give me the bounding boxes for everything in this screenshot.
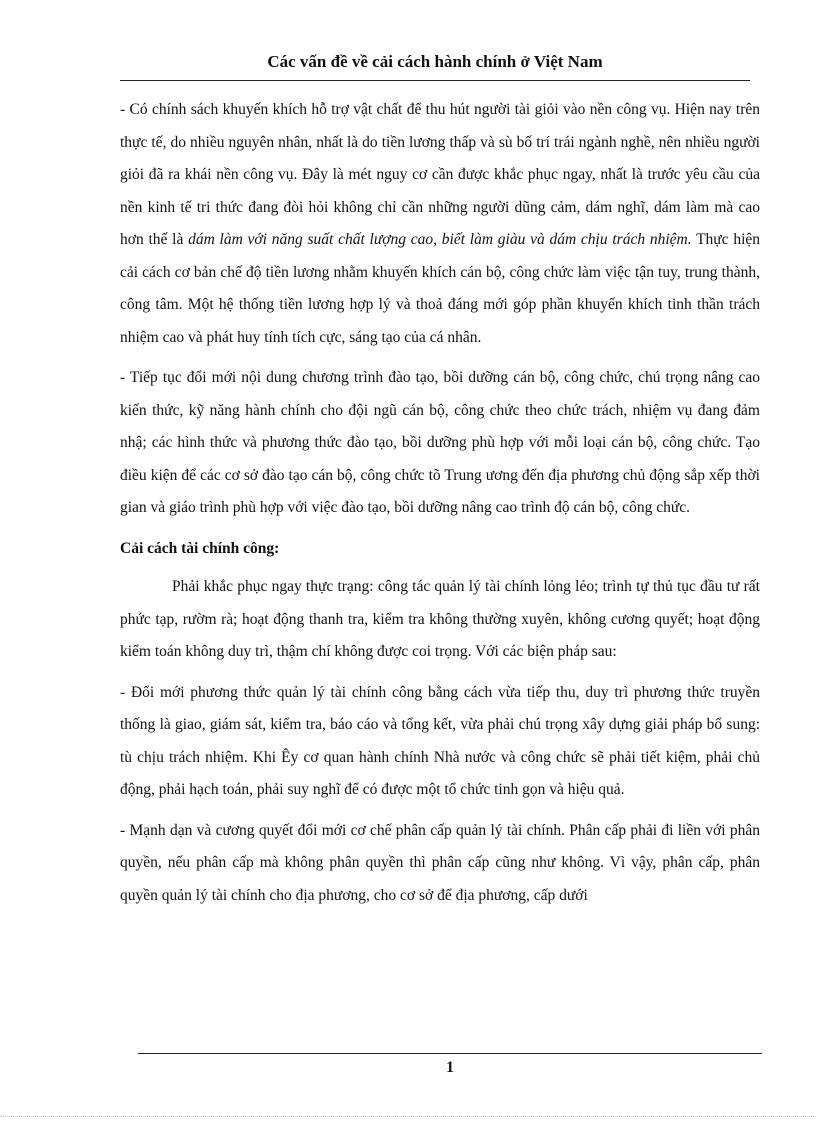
paragraph-text: Thực hiện cải cách cơ bản chế độ tiền lương nhằm khuyến khích cán bộ, công chức làm việc tận tuy, trung thành, công tâm. Một hệ thống tiền lương hợp lý và thoả đáng mới góp phần khuyến khích tinh thần trách nhiệm cao và phát huy tính tích cực, sáng tạo của cá nhân. [120,231,760,346]
emphasized-text: dám làm với năng suất chất lượng cao, biết làm giàu và dám chịu trách nhiệm. [188,231,692,248]
paragraph-finance-method: - Đổi mới phương thức quản lý tài chính công bằng cách vừa tiếp thu, duy trì phương thức truyền thống là giao, giám sát, kiểm tra, báo cáo và tổng kết, vừa phải chú trọng xây dựng giải pháp bổ sung: tù chịu trách nhiệm. Khi Êy cơ quan hành chính Nhà nước và công chức sẽ phải tiết kiệm, phải chủ động, phải hạch toán, phải suy nghĩ để có được một tổ chức tinh gọn và hiệu quả. [120,683,760,798]
page-header-title: Các vấn đề về cải cách hành chính ở Việt Nam [267,52,603,71]
section-heading-public-finance: Cải cách tài chính công: [120,539,280,557]
document-body [120,94,760,920]
paragraph-text: - Có chính sách khuyến khích hỗ trợ vật chất để thu hút người tài giỏi vào nền công vụ. Hiện nay trên thực tế, do nhiều nguyên nhân, nhất là do tiền lương thấp và sù bố trí trái ngành nghề, nên nhiều người giỏi đã ra khái nền công vụ. Đây là mét nguy cơ cần được khắc phục ngay, nhất là trước yêu cầu của nền kinh tế tri thức đang đòi hỏi không chỉ cần những người dũng cảm, dám nghĩ, dám làm mà cao hơn thế là [120,101,760,248]
paragraph-talent-policy [120,94,760,354]
page-edge-divider [0,1116,816,1117]
page-number: 1 [446,1059,454,1076]
paragraph-training: - Tiếp tục đổi mới nội dung chương trình đào tạo, bồi dưỡng cán bộ, công chức, chú trọng nâng cao kiến thức, kỹ năng hành chính cho đội ngũ cán bộ, công chức theo chức trách, nhiệm vụ đang đảm nhậ; các hình thức và phương thức đào tạo, bồi dưỡng phù hợp với mỗi loại cán bộ, công chức. Tạo điều kiện để các cơ sở đào tạo cán bộ, công chức tõ Trung ương đến địa phương chủ động sắp xếp thời gian và giáo trình phù hợp với việc đào tạo, bồi dưỡng nâng cao trình độ cán bộ, công chức. [120,369,760,516]
paragraph-decentralization: - Mạnh dạn và cương quyết đổi mới cơ chế phân cấp quản lý tài chính. Phân cấp phải đi liền với phân quyền, nếu phân cấp mà không phân quyền thì phân cấp cũng như không. Vì vậy, phân cấp, phân quyền quản lý tài chính cho địa phương, cho cơ sở để địa phương, cấp dưới [120,821,760,904]
paragraph-finance-situation: Phải khắc phục ngay thực trạng: công tác quản lý tài chính lỏng lẻo; trình tự thủ tục đầu tư rất phức tạp, rườm rà; hoạt động thanh tra, kiểm tra không thường xuyên, không cương quyết; hoạt động kiểm toán không duy trì, thậm chí không được coi trọng. Với các biện pháp sau: [120,578,760,660]
footer-rule [138,1053,762,1054]
header-rule [120,80,750,81]
